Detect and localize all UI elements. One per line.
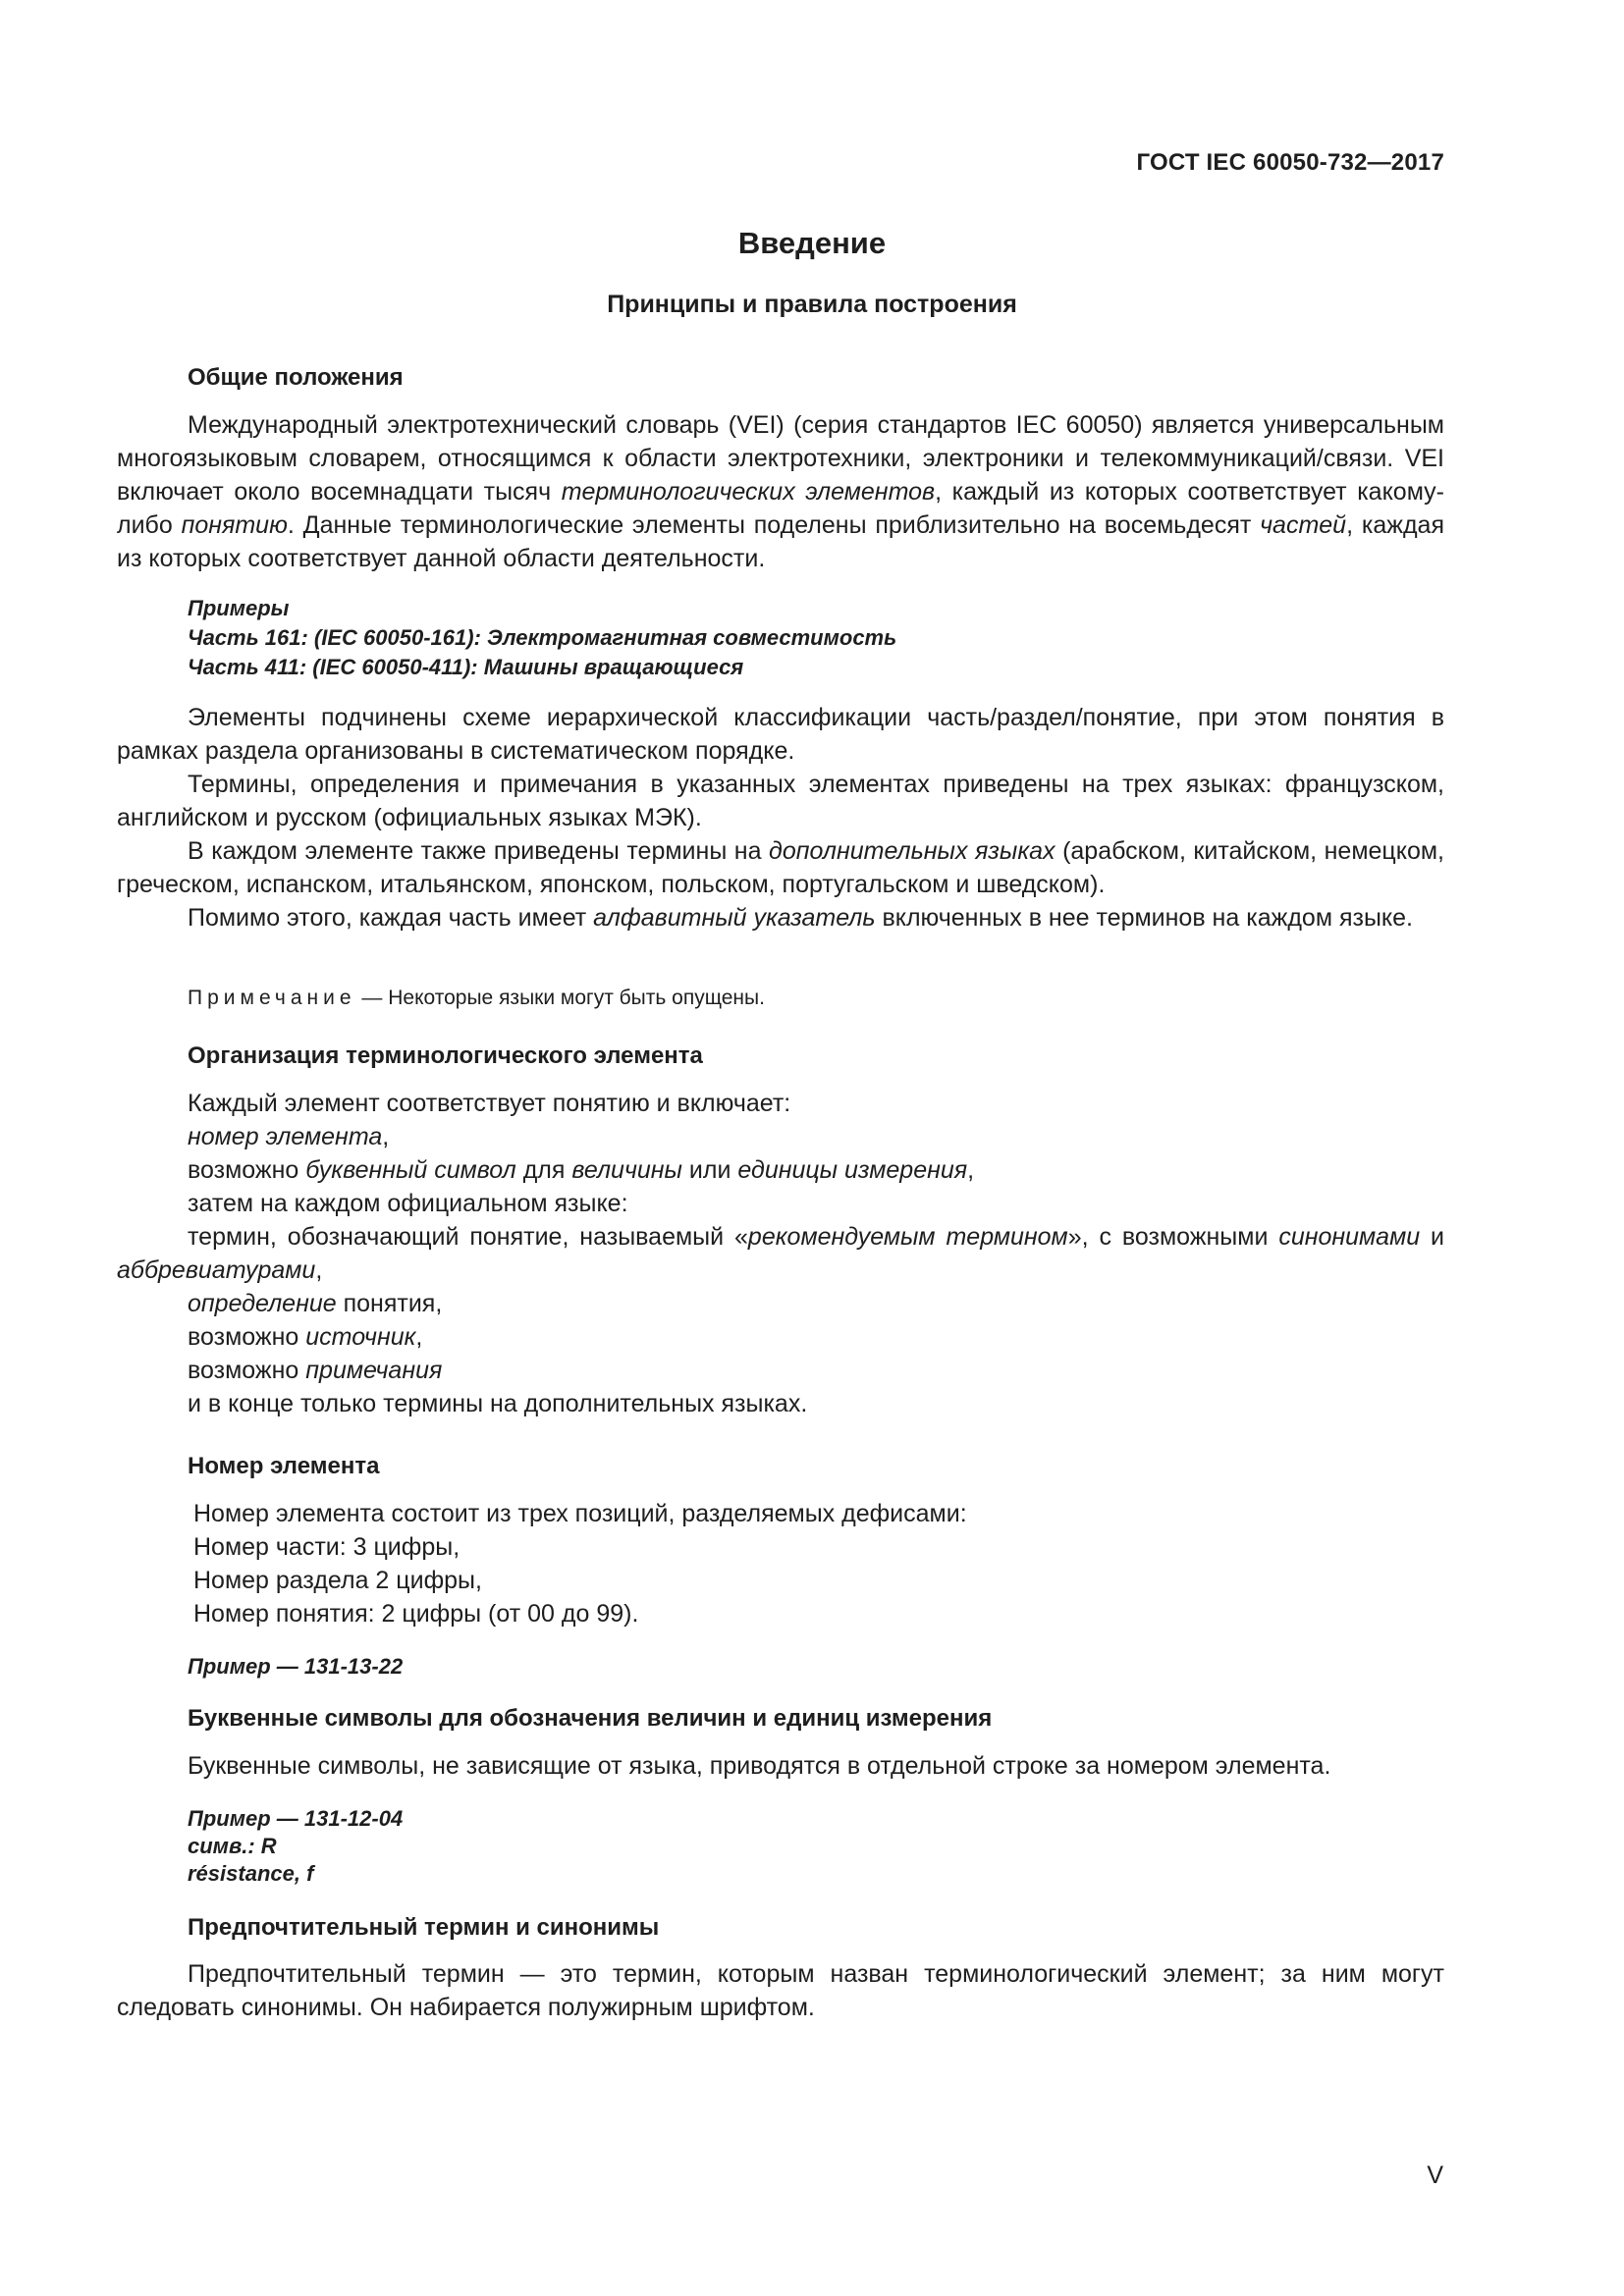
text-run: Помимо этого, каждая часть имеет — [188, 904, 594, 932]
text-run: возможно — [188, 1156, 306, 1184]
paragraph-general-intro — [117, 408, 1444, 575]
section-heading-preferred: Предпочтительный термин и синонимы — [188, 1914, 660, 1941]
list-line: Номер части: 3 цифры, — [193, 1533, 460, 1561]
italic-term: буквенный символ — [305, 1156, 516, 1184]
italic-term: величины — [571, 1156, 682, 1184]
example-line: симв.: R — [188, 1834, 277, 1858]
note-text: — Некоторые языки могут быть опущены. — [355, 987, 765, 1009]
list-line — [188, 1320, 422, 1354]
italic-term: номер элемента — [188, 1123, 383, 1150]
examples-label: Примеры — [188, 596, 290, 620]
text-run: или — [681, 1156, 738, 1184]
italic-term: алфавитный указатель — [593, 904, 876, 932]
text-run: , — [382, 1123, 390, 1150]
text-run: , каждый из которых соответствует какому-либо — [117, 478, 1444, 539]
paragraph-index — [117, 901, 1444, 934]
list-line — [188, 1287, 442, 1320]
list-line: затем на каждом официальном языке: — [188, 1190, 628, 1217]
italic-term: аббревиатурами — [117, 1256, 316, 1284]
text-run: возможно — [188, 1323, 306, 1351]
text-run: , — [415, 1323, 423, 1351]
list-line-term — [117, 1220, 1444, 1287]
italic-term: рекомендуемым термином — [747, 1223, 1068, 1251]
list-line: Номер понятия: 2 цифры (от 00 до 99). — [193, 1600, 639, 1628]
italic-term: определение — [188, 1290, 337, 1317]
section-heading-number: Номер элемента — [188, 1453, 380, 1479]
italic-term: синонимами — [1278, 1223, 1421, 1251]
italic-term: частей — [1260, 511, 1347, 539]
paragraph-symbols: Буквенные символы, не зависящие от языка, приводятся в отдельной строке за номером элемента. — [188, 1752, 1331, 1780]
list-line: Каждый элемент соответствует понятию и включает: — [188, 1090, 791, 1117]
example-line: Часть 161: (IEC 60050-161): Электромагнитная совместимость — [188, 625, 897, 650]
list-line — [188, 1153, 974, 1187]
list-line: и в конце только термины на дополнительных языках. — [188, 1390, 808, 1417]
italic-term: терминологических элементов — [561, 478, 936, 506]
page-subtitle: Принципы и правила построения — [607, 291, 1017, 318]
list-line: Номер раздела 2 цифры, — [193, 1567, 482, 1594]
page-title: Введение — [737, 226, 887, 260]
text-run: включенных в нее терминов на каждом языке. — [875, 904, 1413, 932]
example-line: Часть 411: (IEC 60050-411): Машины вращающиеся — [188, 655, 744, 679]
text-run: и — [1420, 1223, 1444, 1251]
text-run: возможно — [188, 1357, 306, 1384]
paragraph-languages: Термины, определения и примечания в указанных элементах приведены на трех языках: французском, английском и русском (официальных языках МЭК). — [117, 771, 1444, 831]
note-label: Примечание — [188, 987, 356, 1009]
text-run: понятия, — [336, 1290, 443, 1317]
text-run: , — [315, 1256, 323, 1284]
section-heading-symbols: Буквенные символы для обозначения величин и единиц измерения — [188, 1705, 993, 1732]
example-line: Пример — 131-12-04 — [188, 1806, 404, 1831]
list-line: Номер элемента состоит из трех позиций, разделяемых дефисами: — [193, 1500, 967, 1527]
text-run: В каждом элементе также приведены термины на — [188, 837, 770, 865]
text-run: », с возможными — [1067, 1223, 1279, 1251]
standard-id: ГОСТ IEC 60050-732—2017 — [1136, 149, 1444, 176]
section-heading-general: Общие положения — [188, 364, 404, 391]
text-run: термин, обозначающий понятие, называемый « — [188, 1223, 748, 1251]
text-run: (арабском, китайском, немецком, греческом, испанском, итальянском, японском, польском, португальском и шведском). — [117, 837, 1444, 898]
example-line: résistance, f — [188, 1861, 314, 1886]
text-run: Международный электротехнический словарь (VEI) (серия стандартов IEC 60050) является универсальным многоязыковым словарем, относящимся к области электротехники, электроники и телекоммуникаций/связи. VEI включает около восемнадцати тысяч — [117, 411, 1444, 506]
text-run: , каждая из которых соответствует данной области деятельности. — [117, 511, 1444, 572]
text-run: для — [515, 1156, 572, 1184]
note — [188, 984, 765, 1013]
italic-term: дополнительных языках — [769, 837, 1056, 865]
paragraph-hierarchy: Элементы подчинены схеме иерархической классификации часть/раздел/понятие, при этом понятия в рамках раздела организованы в систематическом порядке. — [117, 704, 1444, 765]
paragraph-preferred: Предпочтительный термин — это термин, которым назван терминологический элемент; за ним могут следовать синонимы. Он набирается полужирным шрифтом. — [117, 1960, 1444, 2021]
italic-term: понятию — [181, 511, 288, 539]
example-line: Пример — 131-13-22 — [188, 1654, 404, 1679]
italic-term: единицы измерения — [737, 1156, 968, 1184]
paragraph-additional-languages — [117, 834, 1444, 901]
italic-term: примечания — [305, 1357, 443, 1384]
section-heading-organization: Организация терминологического элемента — [188, 1042, 703, 1069]
text-run: , — [967, 1156, 975, 1184]
italic-term: источник — [305, 1323, 416, 1351]
list-line — [188, 1120, 389, 1153]
text-run: . Данные терминологические элементы поделены приблизительно на восемьдесят — [287, 511, 1261, 539]
page-number: V — [1427, 2162, 1443, 2189]
list-line — [188, 1354, 442, 1387]
